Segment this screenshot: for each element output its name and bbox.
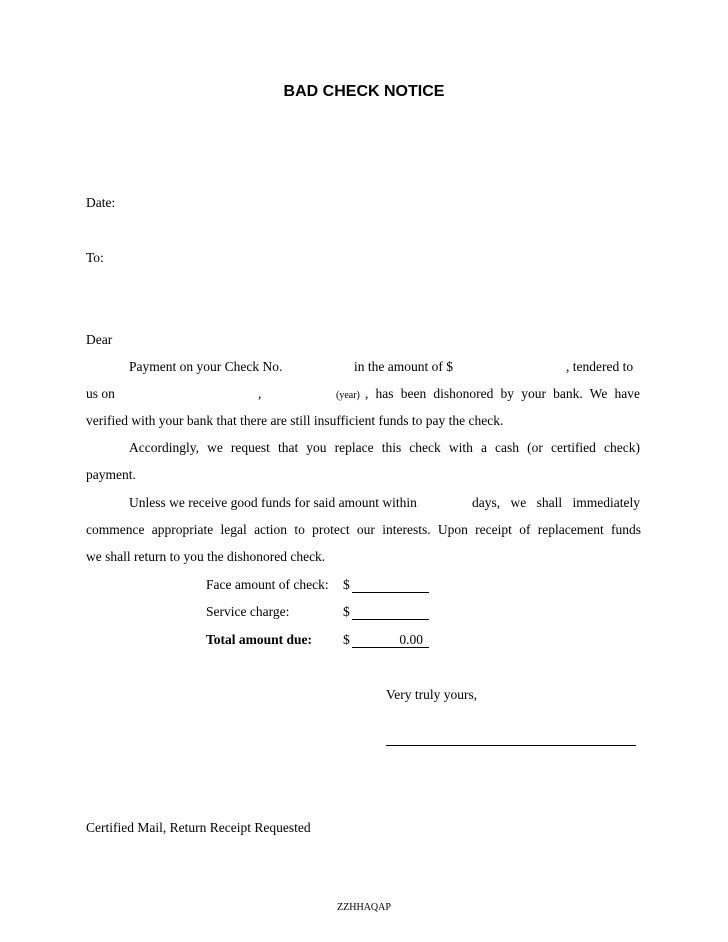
return-text: we shall return to you the dishonored check.: [86, 549, 326, 564]
page-title: BAD CHECK NOTICE: [283, 83, 445, 100]
legal-action-text: commence appropriate legal action to protect our interests. Upon receipt of replacement funds: [86, 522, 641, 537]
to-label: To:: [86, 250, 104, 265]
signature-line[interactable]: [386, 745, 636, 746]
closing: Very truly yours,: [386, 687, 478, 702]
total-due-label: Total amount due:: [206, 632, 313, 647]
payment-text: payment.: [86, 467, 136, 482]
total-due-field[interactable]: [352, 632, 429, 648]
comma-separator: ,: [258, 386, 262, 401]
footer-code: ZZHHAQAP: [337, 902, 391, 913]
date-tendered-label: us on: [86, 386, 115, 401]
total-due-value: 0.00: [399, 632, 423, 647]
verified-text: verified with your bank that there are still insufficient funds to pay the check.: [86, 413, 504, 428]
face-amount-label: Face amount of check:: [206, 577, 329, 592]
total-currency: $: [343, 632, 350, 647]
salutation: Dear: [86, 332, 113, 347]
service-currency: $: [343, 604, 350, 619]
dishonored-text: , has been dishonored by your bank. We have: [365, 386, 640, 401]
tendered-label: , tendered to: [566, 359, 634, 374]
service-charge-label: Service charge:: [206, 604, 290, 619]
face-currency: $: [343, 577, 350, 592]
face-amount-field[interactable]: [352, 577, 429, 593]
date-label: Date:: [86, 195, 116, 210]
certified-mail-note: Certified Mail, Return Receipt Requested: [86, 820, 311, 835]
check-number-label: Payment on your Check No.: [129, 359, 283, 374]
days-text: days, we shall immediately: [472, 495, 640, 510]
replace-text: Accordingly, we request that you replace this check with a cash (or certified check): [129, 440, 640, 455]
year-label: (year): [336, 390, 360, 401]
amount-label: in the amount of $: [354, 359, 453, 374]
service-charge-field[interactable]: [352, 604, 429, 620]
within-text: Unless we receive good funds for said amount within: [129, 495, 417, 510]
